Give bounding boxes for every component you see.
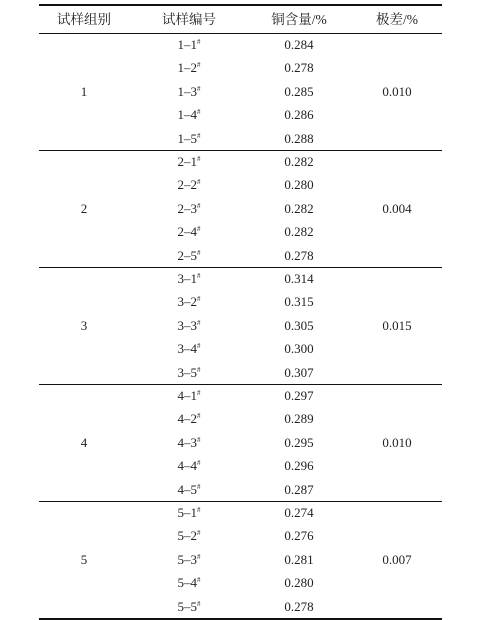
sample-id-text: 5–1 xyxy=(177,505,197,520)
sample-id-text: 5–2 xyxy=(177,528,197,544)
sample-id xyxy=(139,571,239,594)
copper-value: 0.314 xyxy=(284,271,314,286)
sample-id xyxy=(139,244,239,267)
copper-value: 0.280 xyxy=(284,177,314,193)
sample-id-text: 1–3 xyxy=(177,83,197,99)
sample-id-text: 4–1 xyxy=(177,388,197,403)
sample-mark: # xyxy=(197,576,201,585)
copper-value: 0.278 xyxy=(284,60,314,76)
sample-id-text: 2–3 xyxy=(177,200,197,216)
sample-id xyxy=(139,431,239,454)
sample-mark: # xyxy=(197,131,201,140)
sample-id-text: 5–3 xyxy=(177,551,197,567)
sample-id-text: 1–1 xyxy=(177,37,197,52)
sample-id xyxy=(139,478,239,501)
sample-id-text: 2–1 xyxy=(177,154,197,169)
sample-mark: # xyxy=(197,459,201,468)
sample-mark: # xyxy=(197,84,201,93)
group-rule xyxy=(39,267,442,268)
copper-value: 0.282 xyxy=(284,200,314,216)
sample-id xyxy=(139,548,239,571)
sample-id xyxy=(139,407,239,430)
sample-mark: # xyxy=(197,482,201,491)
range-value: 0.015 xyxy=(382,317,412,333)
group-label: 2 xyxy=(80,200,88,216)
sample-id-text: 5–5 xyxy=(177,598,197,614)
copper-value: 0.287 xyxy=(284,481,314,497)
sample-mark: # xyxy=(197,365,201,374)
sample-mark: # xyxy=(197,38,201,46)
copper-value: 0.295 xyxy=(284,434,314,450)
sample-id xyxy=(139,56,239,79)
sample-id-text: 2–5 xyxy=(177,247,197,263)
sample-mark: # xyxy=(197,389,201,397)
copper-value: 0.282 xyxy=(284,224,314,240)
sample-id xyxy=(139,80,239,103)
copper-value: 0.307 xyxy=(284,364,314,380)
sample-id xyxy=(139,173,239,196)
sample-mark: # xyxy=(197,272,201,280)
sample-id-text: 3–5 xyxy=(177,364,197,380)
sample-id xyxy=(139,361,239,384)
group-label: 5 xyxy=(80,551,88,567)
sample-id-text: 3–1 xyxy=(177,271,197,286)
sample-id-text: 4–4 xyxy=(177,458,197,474)
sample-mark: # xyxy=(197,108,201,117)
copper-value: 0.297 xyxy=(284,388,314,403)
sample-mark: # xyxy=(197,61,201,70)
sample-mark: # xyxy=(197,248,201,257)
copper-value: 0.278 xyxy=(284,247,314,263)
copper-value: 0.278 xyxy=(284,598,314,614)
sample-id xyxy=(139,220,239,243)
copper-value: 0.288 xyxy=(284,130,314,146)
sample-mark: # xyxy=(197,342,201,351)
sample-id xyxy=(139,33,239,56)
copper-value: 0.280 xyxy=(284,575,314,591)
copper-value: 0.281 xyxy=(284,551,314,567)
sample-id xyxy=(139,384,239,407)
sample-id xyxy=(139,197,239,220)
sample-id-text: 1–2 xyxy=(177,60,197,76)
sample-id-text: 4–2 xyxy=(177,411,197,427)
group-rule xyxy=(39,501,442,502)
bottom-rule xyxy=(39,618,442,620)
sample-id xyxy=(139,595,239,618)
sample-id xyxy=(139,314,239,337)
sample-id xyxy=(139,524,239,547)
sample-id xyxy=(139,150,239,173)
range-value: 0.007 xyxy=(382,551,412,567)
sample-mark: # xyxy=(197,295,201,304)
sample-mark: # xyxy=(197,529,201,538)
top-rule xyxy=(39,4,442,6)
sample-id-text: 1–4 xyxy=(177,107,197,123)
copper-value: 0.305 xyxy=(284,317,314,333)
group-label: 4 xyxy=(80,434,88,450)
group-label: 3 xyxy=(80,317,88,333)
copper-value: 0.296 xyxy=(284,458,314,474)
copper-value: 0.276 xyxy=(284,528,314,544)
sample-id-text: 2–2 xyxy=(177,177,197,193)
sample-id xyxy=(139,454,239,477)
header-group: 试样组别 xyxy=(57,12,111,27)
sample-id-text: 3–3 xyxy=(177,317,197,333)
header-range: 极差/% xyxy=(376,12,418,27)
copper-value: 0.285 xyxy=(284,83,314,99)
sample-id xyxy=(139,337,239,360)
sample-id xyxy=(139,290,239,313)
sample-mark: # xyxy=(197,201,201,210)
copper-value: 0.289 xyxy=(284,411,314,427)
sample-id-text: 3–4 xyxy=(177,341,197,357)
sample-id-text: 2–4 xyxy=(177,224,197,240)
group-rule xyxy=(39,150,442,151)
sample-id xyxy=(139,501,239,524)
copper-value: 0.315 xyxy=(284,294,314,310)
sample-id xyxy=(139,127,239,150)
range-value: 0.004 xyxy=(382,200,412,216)
header-sample: 试样编号 xyxy=(162,12,216,27)
sample-mark: # xyxy=(197,506,201,514)
sample-mark: # xyxy=(197,435,201,444)
header-rule xyxy=(39,33,442,34)
range-value: 0.010 xyxy=(382,434,412,450)
group-label: 1 xyxy=(80,83,88,99)
sample-id xyxy=(139,267,239,290)
sample-mark: # xyxy=(197,412,201,421)
sample-mark: # xyxy=(197,599,201,608)
sample-id-text: 4–5 xyxy=(177,481,197,497)
sample-id-text: 5–4 xyxy=(177,575,197,591)
sample-mark: # xyxy=(197,225,201,234)
sample-id-text: 1–5 xyxy=(177,130,197,146)
copper-value: 0.300 xyxy=(284,341,314,357)
sample-mark: # xyxy=(197,318,201,327)
sample-id-text: 4–3 xyxy=(177,434,197,450)
sample-mark: # xyxy=(197,178,201,187)
sample-mark: # xyxy=(197,552,201,561)
sample-id xyxy=(139,103,239,126)
group-rule xyxy=(39,384,442,385)
sample-mark: # xyxy=(197,155,201,163)
header-copper: 铜含量/% xyxy=(271,12,327,27)
copper-value: 0.286 xyxy=(284,107,314,123)
range-value: 0.010 xyxy=(382,83,412,99)
copper-value: 0.284 xyxy=(284,37,314,52)
sample-id-text: 3–2 xyxy=(177,294,197,310)
copper-value: 0.274 xyxy=(284,505,314,520)
copper-value: 0.282 xyxy=(284,154,314,169)
